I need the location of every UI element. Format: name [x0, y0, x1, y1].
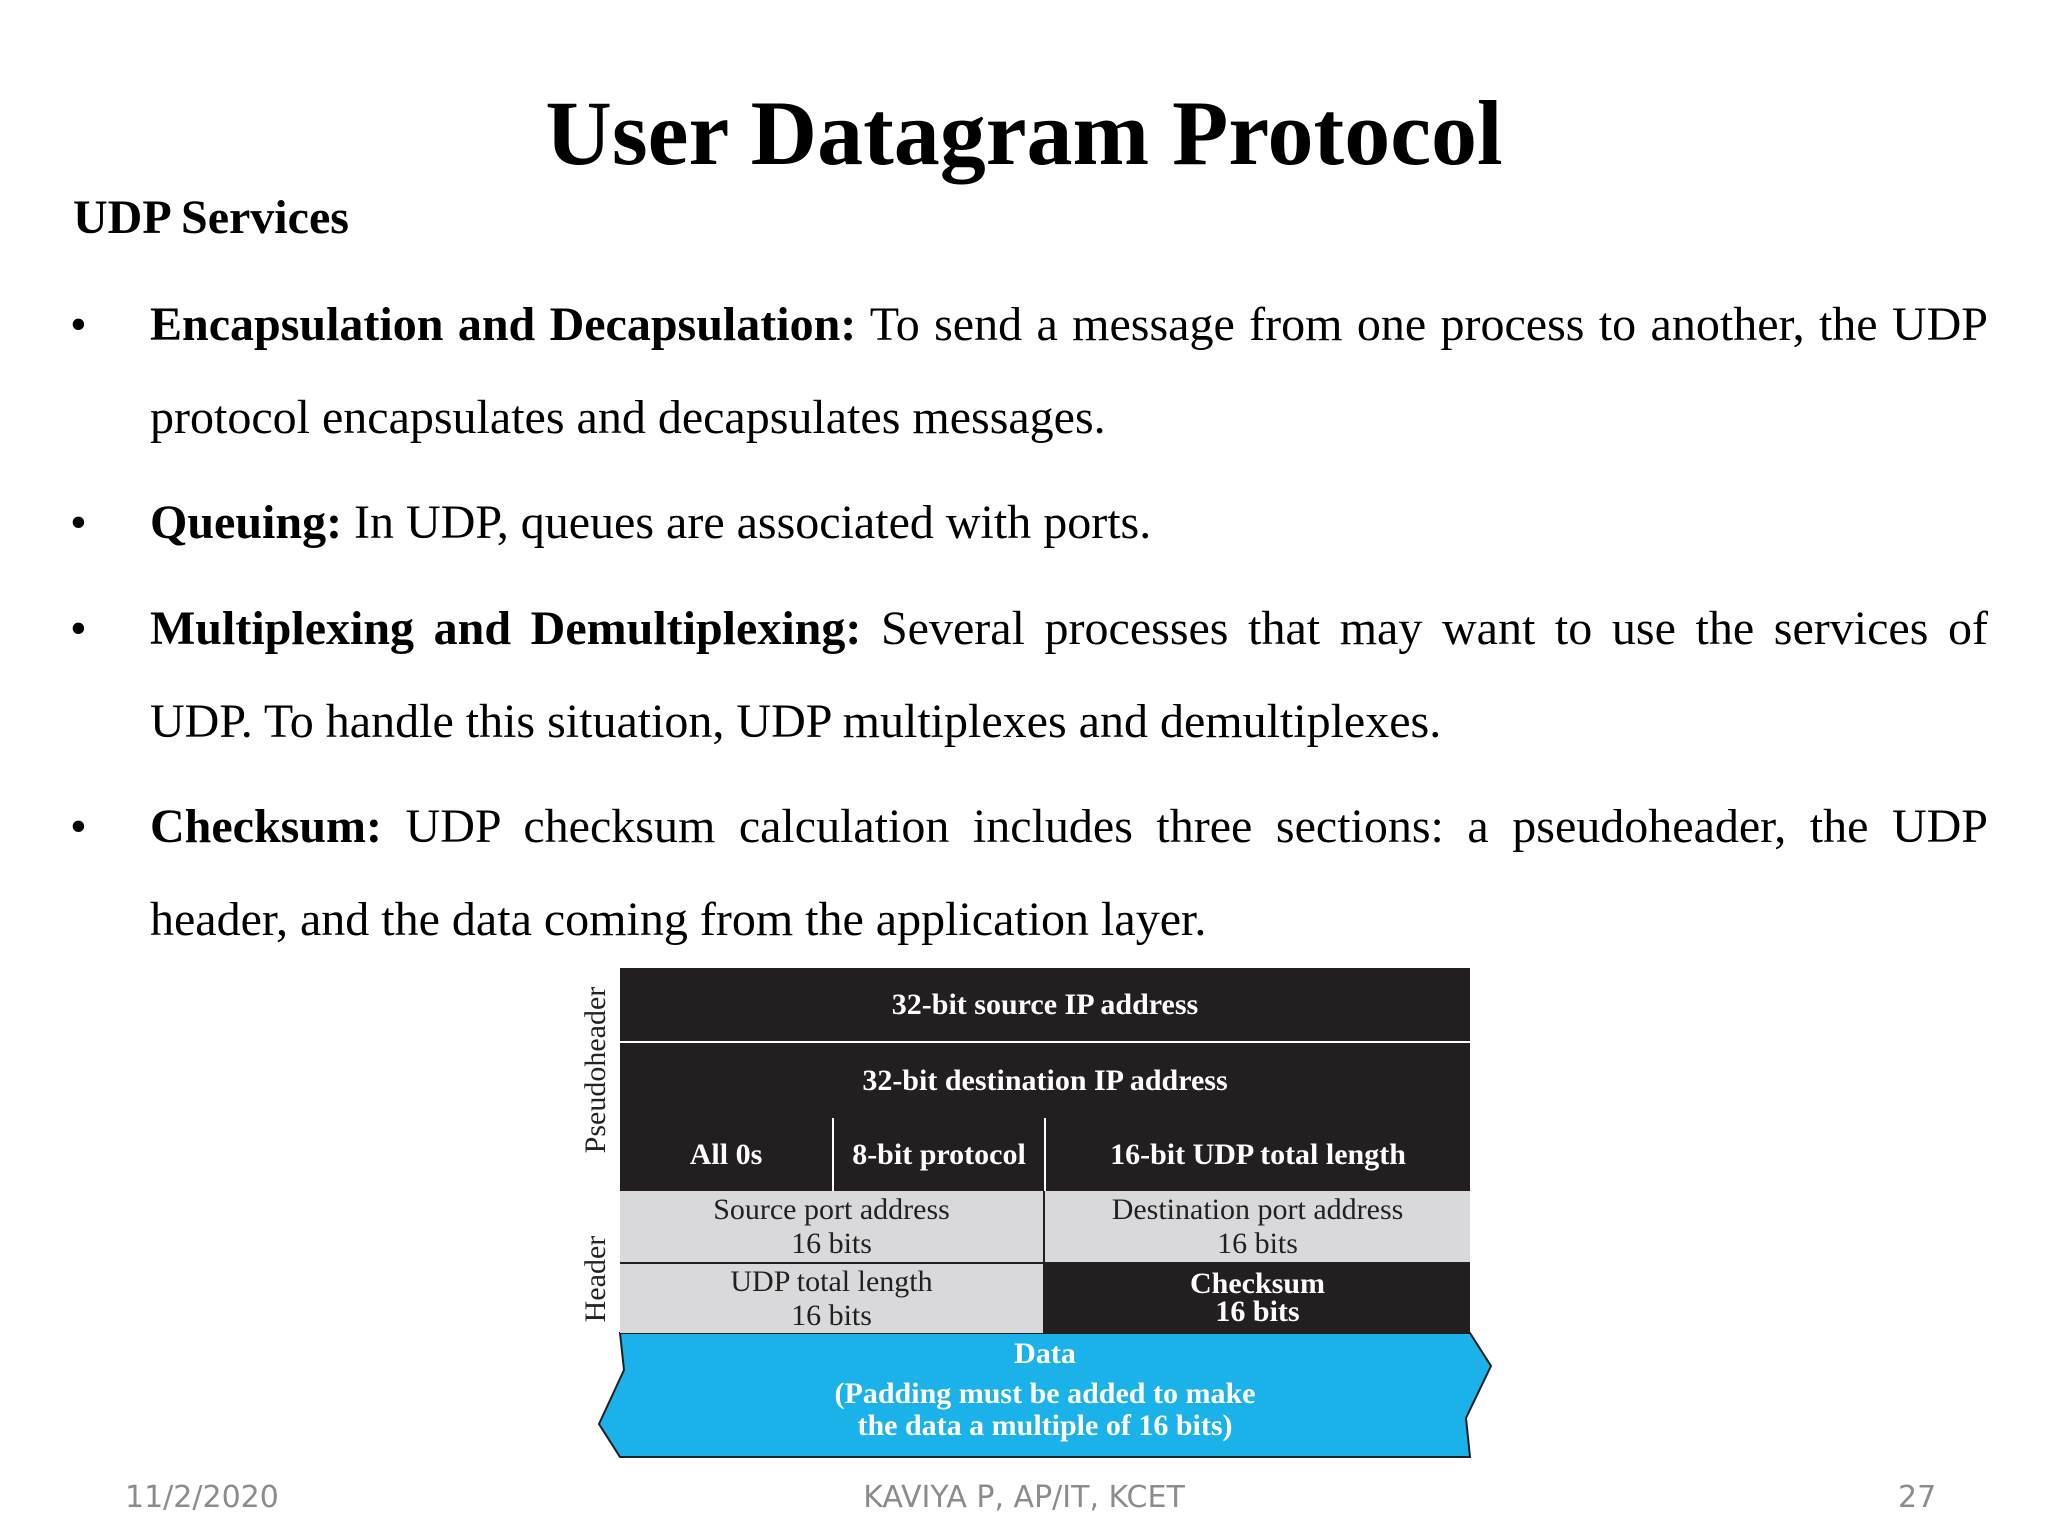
bullet-dot: • [70, 298, 87, 351]
udp-header-diagram [580, 968, 1510, 1468]
footer-page-number: 27 [1898, 1480, 1937, 1515]
bullet-queuing [70, 476, 1988, 569]
dest-port-label: Destination port address [1111, 1192, 1404, 1226]
dest-ip-field [620, 1043, 1470, 1118]
bullet-term: Queuing: [150, 496, 343, 549]
all-zeros-label: All 0s [689, 1137, 763, 1171]
bullet-checksum [70, 780, 1988, 966]
dest-ip-label: 32-bit destination IP address [862, 1063, 1228, 1097]
bullet-text: To send a message from one process to another, the UDP protocol encapsulates and decapsulates messages. [150, 298, 1988, 444]
bullet-text: Several processes that may want to use the services of UDP. To handle this situation, UDP multiplexes and demultiplexes. [150, 602, 1988, 748]
bullet-text: In UDP, queues are associated with ports. [342, 496, 1152, 549]
checksum-label: Checksum [1189, 1266, 1325, 1300]
dest-port-field [1045, 1191, 1470, 1262]
udp-length-field [620, 1264, 1045, 1333]
source-port-bits: 16 bits [791, 1226, 872, 1260]
pseudoheader-label: Pseudoheader [579, 986, 612, 1154]
bullet-term: Multiplexing and Demultiplexing: [150, 602, 862, 655]
all-zeros-field [620, 1118, 832, 1191]
source-port-field [620, 1191, 1045, 1262]
udp-length-bits: 16 bits [791, 1298, 872, 1332]
protocol-label: 8-bit protocol [852, 1137, 1026, 1171]
section-heading: UDP Services [73, 191, 349, 244]
data-note-line1: (Padding must be added to make [834, 1377, 1256, 1410]
bullet-dot: • [70, 496, 87, 549]
slide-title: User Datagram Protocol [545, 82, 1503, 184]
bullet-multiplexing [70, 582, 1988, 768]
bullet-term: Checksum: [150, 800, 383, 853]
bullet-text: UDP checksum calculation includes three sections: a pseudoheader, the UDP header, and the data coming from the application layer. [150, 800, 1988, 946]
source-port-label: Source port address [713, 1192, 950, 1226]
pseudo-length-label: 16-bit UDP total length [1110, 1137, 1406, 1171]
bullet-dot: • [70, 602, 87, 655]
source-ip-label: 32-bit source IP address [891, 987, 1199, 1021]
bullet-dot: • [70, 800, 87, 853]
header-label: Header [579, 1235, 612, 1323]
protocol-field [834, 1118, 1044, 1191]
pseudo-length-field [1046, 1118, 1470, 1191]
footer-author: KAVIYA P, AP/IT, KCET [863, 1480, 1185, 1515]
data-field [620, 1338, 1470, 1442]
bullet-term: Encapsulation and Decapsulation: [150, 298, 857, 351]
udp-length-label: UDP total length [730, 1264, 933, 1298]
footer-date: 11/2/2020 [125, 1480, 279, 1515]
data-note-line2: the data a multiple of 16 bits) [857, 1409, 1233, 1442]
checksum-bits: 16 bits [1215, 1294, 1300, 1328]
bullet-encapsulation [70, 278, 1988, 464]
dest-port-bits: 16 bits [1217, 1226, 1298, 1260]
source-ip-field [620, 968, 1470, 1041]
checksum-field [1045, 1262, 1470, 1333]
data-label: Data [1014, 1337, 1076, 1370]
